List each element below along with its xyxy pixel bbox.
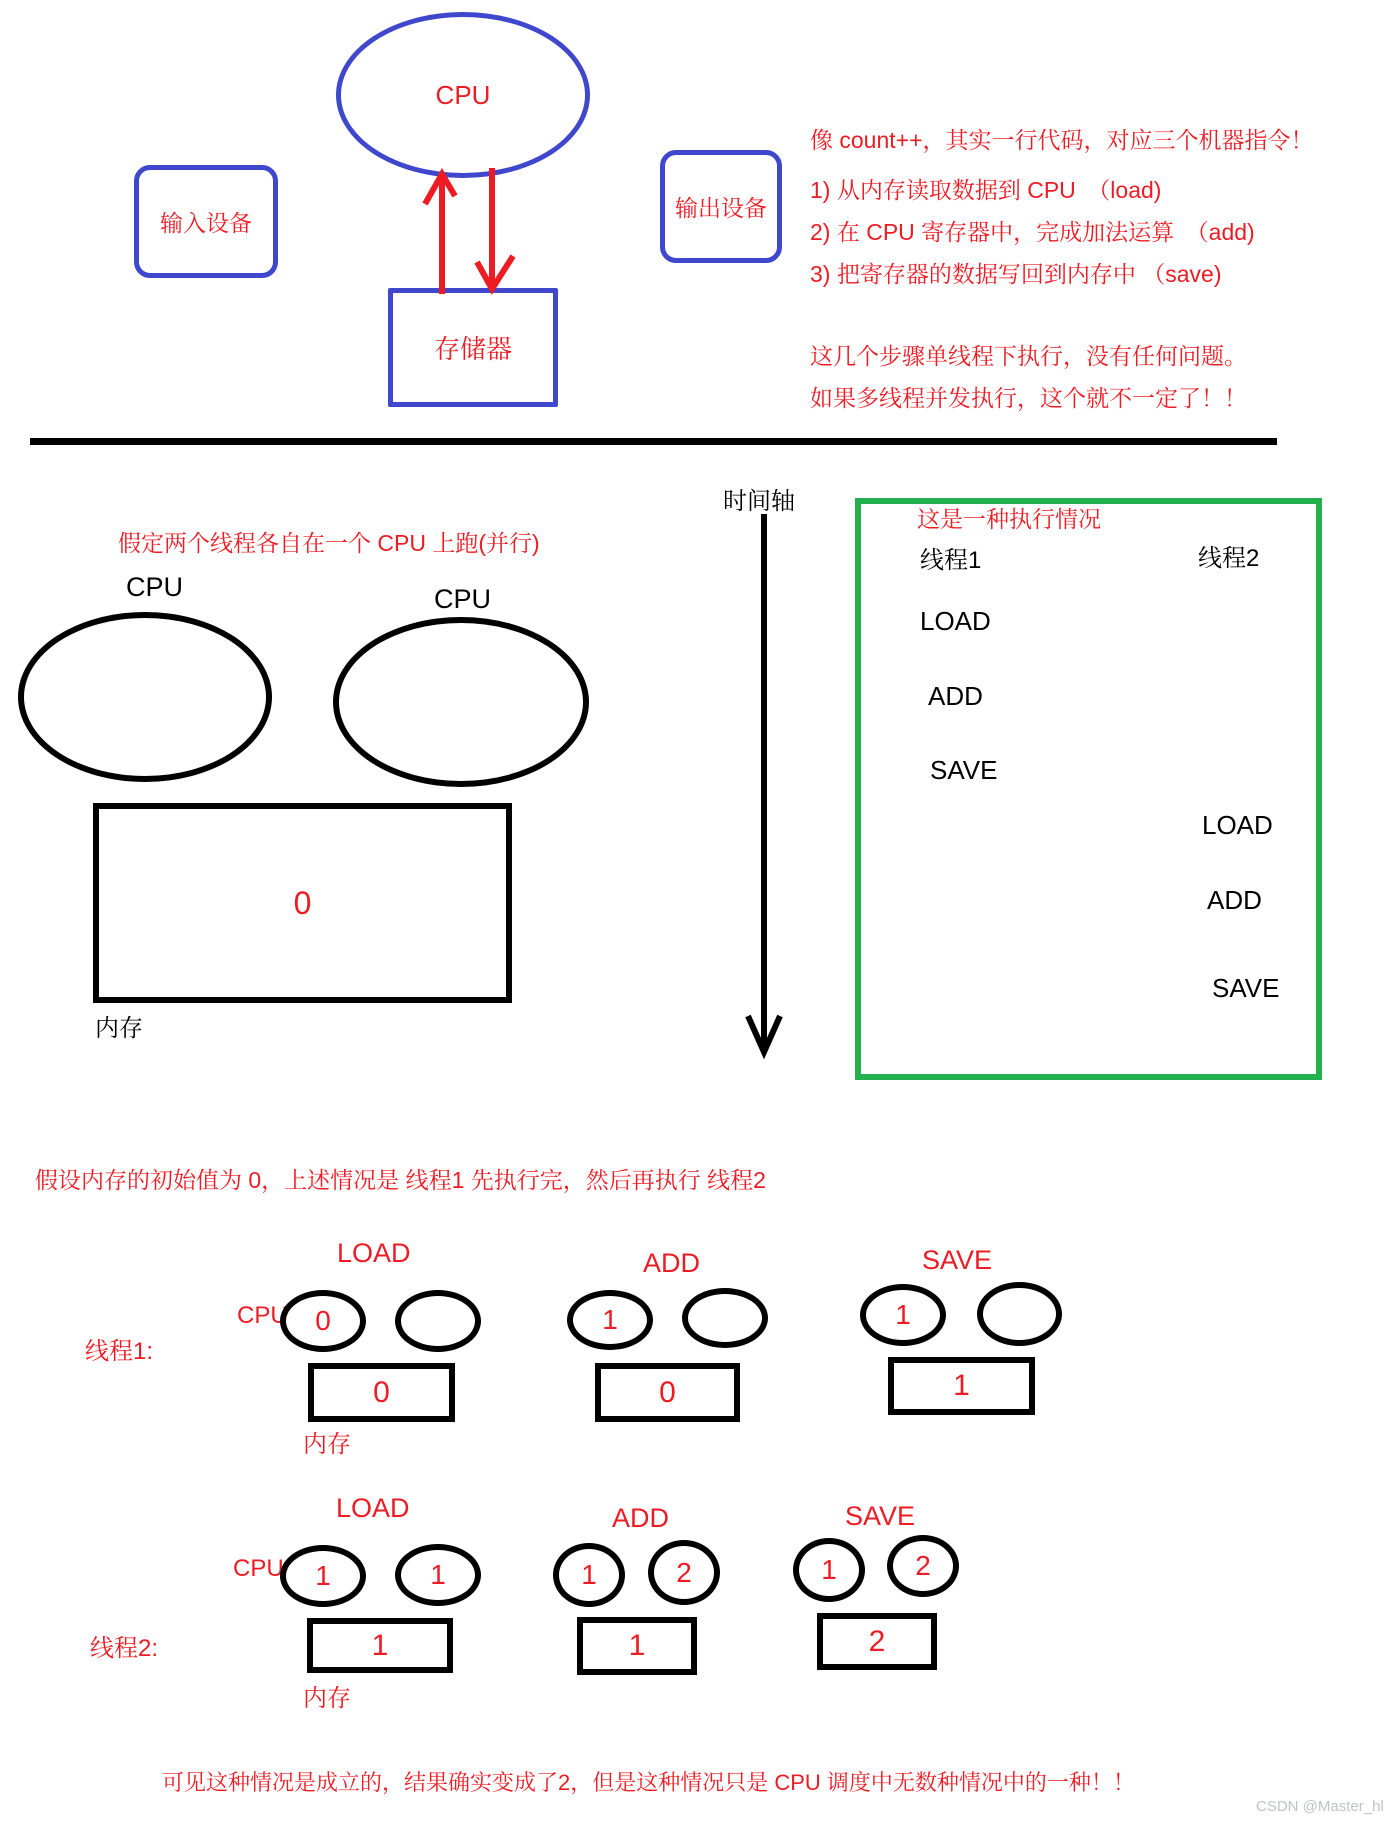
t1-add-label: ADD (643, 1248, 701, 1278)
t1-load-memory-rect (308, 1363, 455, 1422)
t2-save-cpu1-value: 1 (821, 1554, 837, 1585)
t2-load-memory-value: 1 (371, 1628, 389, 1662)
note-line-1: 像 count++，其实一行代码，对应三个机器指令！ (810, 127, 1314, 153)
t2-load-cpu2-value: 1 (430, 1559, 446, 1590)
t2-add-cpu2-value: 2 (676, 1556, 692, 1588)
t1-load-label: LOAD (337, 1238, 411, 1268)
cpu-ellipse (336, 12, 590, 178)
output-device-label: 输出设备 (675, 195, 767, 221)
note-line-6: 如果多线程并发执行，这个就不一定了！！ (810, 385, 1247, 411)
note-line-3: 2) 在 CPU 寄存器中，完成加法运算 （add) (810, 219, 1255, 245)
cpu-label: CPU (435, 79, 491, 110)
t2-load-cpu2-ellipse (395, 1544, 481, 1606)
thread1-header: 线程1 (920, 547, 982, 574)
t1-add-memory-value: 0 (659, 1375, 676, 1409)
t2-add-cpu2-ellipse (648, 1540, 720, 1605)
t1-add-cpu1-ellipse (567, 1290, 653, 1350)
t2-add-cpu1-value: 1 (581, 1559, 597, 1590)
t1-save-memory-value: 1 (953, 1369, 970, 1402)
input-device-label: 输入设备 (160, 210, 252, 236)
output-device-box (660, 150, 782, 263)
t2-save-memory-value: 2 (868, 1624, 886, 1658)
t1-save-cpu2-ellipse (977, 1282, 1062, 1346)
thread2-step-add: ADD (1207, 885, 1262, 915)
cpu-left-ellipse (18, 612, 272, 782)
thread2-header: 线程2 (1198, 545, 1260, 572)
arrow-up-icon (418, 168, 466, 300)
t1-load-cpu1-ellipse (280, 1290, 366, 1352)
cpu-right-ellipse (333, 617, 589, 787)
t2-save-cpu2-ellipse (887, 1535, 959, 1597)
shared-memory-label: 内存 (95, 1015, 143, 1042)
t2-add-memory-rect (577, 1617, 697, 1675)
thread2-step-load: LOAD (1202, 810, 1273, 840)
t1-add-memory-rect (595, 1363, 740, 1422)
thread1-memory-label: 内存 (303, 1431, 351, 1458)
thread1-row-label: 线程1: (85, 1338, 154, 1365)
thread1-step-save: SAVE (930, 755, 998, 785)
thread2-step-save: SAVE (1212, 973, 1280, 1003)
section-divider (30, 438, 1277, 445)
t1-save-label: SAVE (922, 1245, 993, 1275)
t1-save-cpu1-ellipse (860, 1284, 946, 1346)
t2-add-memory-value: 1 (628, 1629, 646, 1662)
t2-load-cpu1-ellipse (280, 1545, 366, 1607)
thread1-step-add: ADD (928, 681, 983, 711)
t2-add-cpu1-ellipse (553, 1543, 625, 1607)
assumption-text: 假设内存的初始值为 0，上述情况是 线程1 先执行完，然后再执行 线程2 (35, 1167, 766, 1193)
t2-load-memory-rect (307, 1618, 453, 1673)
note-line-2: 1) 从内存读取数据到 CPU （load) (810, 177, 1162, 203)
input-device-box (134, 165, 278, 278)
parallel-caption: 假定两个线程各自在一个 CPU 上跑(并行) (118, 530, 540, 556)
execution-case-title: 这是一种执行情况 (917, 506, 1101, 532)
t2-add-label: ADD (612, 1503, 670, 1533)
t1-load-cpu1-value: 0 (315, 1305, 331, 1336)
note-line-4: 3) 把寄存器的数据写回到内存中 （save) (810, 261, 1222, 287)
thread2-row-label: 线程2: (90, 1635, 159, 1662)
t1-load-memory-value: 0 (373, 1375, 390, 1409)
timeline-arrow-icon (744, 512, 784, 1060)
conclusion-text: 可见这种情况是成立的，结果确实变成了2，但是这种情况只是 CPU 调度中无数种情况中的一种！！ (162, 1770, 1135, 1795)
storage-label: 存储器 (433, 334, 512, 364)
shared-memory-value: 0 (293, 884, 312, 921)
arrow-down-icon (468, 168, 520, 296)
t1-add-cpu1-value: 1 (602, 1304, 618, 1335)
t1-save-cpu1-value: 1 (895, 1299, 911, 1330)
cpu-left-label: CPU (126, 572, 184, 602)
t2-save-label: SAVE (845, 1501, 916, 1531)
note-line-5: 这几个步骤单线程下执行，没有任何问题。 (810, 343, 1247, 369)
thread1-step-load: LOAD (920, 606, 991, 636)
storage-box (388, 288, 558, 407)
shared-memory-box (93, 803, 512, 1003)
t2-load-cpu1-value: 1 (315, 1560, 331, 1591)
thread2-cpu-label: CPU (233, 1555, 284, 1582)
thread2-memory-label: 内存 (303, 1685, 351, 1712)
t2-save-cpu1-ellipse (793, 1538, 865, 1602)
t2-save-memory-rect (817, 1613, 937, 1670)
t1-save-memory-rect (888, 1357, 1035, 1415)
t2-save-cpu2-value: 2 (915, 1550, 931, 1581)
watermark: CSDN @Master_hl (1256, 1798, 1384, 1815)
timeline-label: 时间轴 (723, 488, 795, 515)
t2-load-label: LOAD (336, 1493, 410, 1523)
thread1-cpu-label: CPU (237, 1302, 288, 1329)
cpu-right-label: CPU (434, 584, 492, 614)
t1-load-cpu2-ellipse (395, 1290, 481, 1352)
t1-add-cpu2-ellipse (682, 1288, 768, 1348)
